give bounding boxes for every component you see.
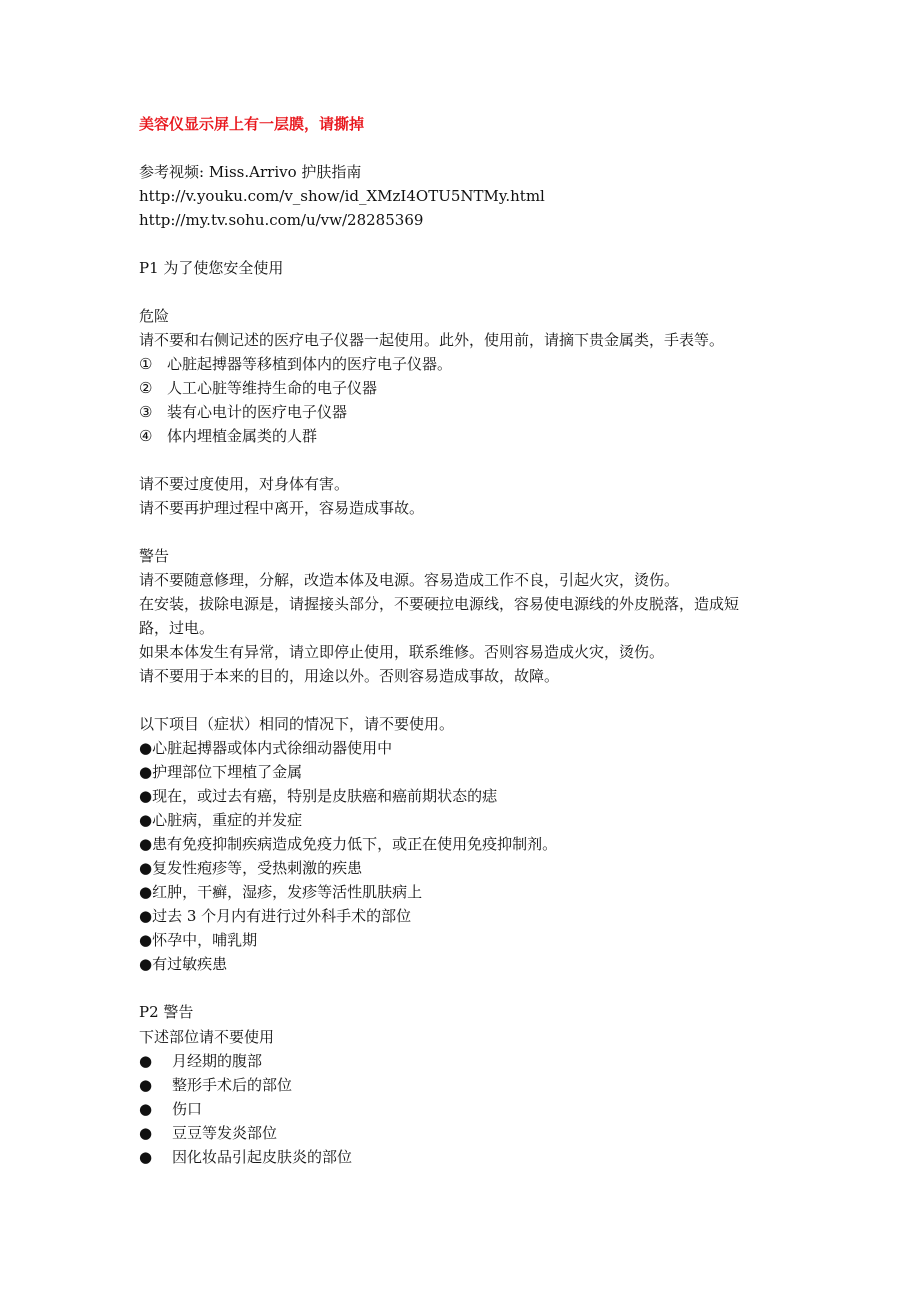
bullet-icon: ● bbox=[139, 1052, 153, 1070]
p2-item-text: 月经期的腹部 bbox=[172, 1052, 263, 1070]
danger-item bbox=[139, 378, 377, 398]
condition-item: ●有过敏疾患 bbox=[139, 955, 228, 973]
youku-link: http://v.youku.com/v_show/id_XMzI4OTU5NTMy.html bbox=[139, 187, 545, 205]
item-number: ② bbox=[139, 379, 153, 397]
warning-line: 在安装，拔除电源是，请握接头部分，不要硬拉电源线，容易使电源线的外皮脱落，造成短 bbox=[139, 595, 740, 613]
item-text: 心脏起搏器等移植到体内的医疗电子仪器。 bbox=[167, 355, 453, 373]
condition-item: ●现在，或过去有癌，特别是皮肤癌和癌前期状态的痣 bbox=[139, 787, 498, 805]
danger-note: 请不要过度使用，对身体有害。 bbox=[139, 475, 350, 493]
condition-item: ●心脏病，重症的并发症 bbox=[139, 811, 303, 829]
danger-item bbox=[139, 426, 317, 446]
bullet-icon: ● bbox=[139, 1076, 153, 1094]
condition-item: ●患有免疫抑制疾病造成免疫力低下，或正在使用免疫抑制剂。 bbox=[139, 835, 558, 853]
conditions-intro: 以下项目（症状）相同的情况下，请不要使用。 bbox=[139, 715, 455, 733]
item-text: 人工心脏等维持生命的电子仪器 bbox=[167, 379, 378, 397]
condition-item: ●复发性疱疹等，受热刺激的疾患 bbox=[139, 859, 363, 877]
p2-item-text: 伤口 bbox=[172, 1100, 203, 1118]
reference-label: 参考视频: Miss.Arrivo 护肤指南 bbox=[139, 163, 362, 181]
p2-item-text: 整形手术后的部位 bbox=[172, 1076, 293, 1094]
item-text: 体内埋植金属类的人群 bbox=[167, 427, 318, 445]
condition-item: ●心脏起搏器或体内式徐细动器使用中 bbox=[139, 739, 393, 757]
p1-heading: P1 为了使您安全使用 bbox=[139, 259, 284, 277]
sohu-link: http://my.tv.sohu.com/u/vw/28285369 bbox=[139, 211, 424, 229]
item-number: ③ bbox=[139, 403, 153, 421]
danger-item bbox=[139, 402, 347, 422]
condition-item: ●红肿，干癣，湿疹，发疹等活性肌肤病上 bbox=[139, 883, 423, 901]
p2-item-text: 因化妆品引起皮肤炎的部位 bbox=[172, 1148, 353, 1166]
p2-item-text: 豆豆等发炎部位 bbox=[172, 1124, 278, 1142]
p2-item bbox=[139, 1123, 277, 1143]
danger-item bbox=[139, 354, 452, 374]
item-number: ④ bbox=[139, 427, 153, 445]
condition-item: ●怀孕中，哺乳期 bbox=[139, 931, 258, 949]
warning-line: 路，过电。 bbox=[139, 619, 215, 637]
item-number: ① bbox=[139, 355, 153, 373]
p2-item bbox=[139, 1075, 292, 1095]
p2-heading: P2 警告 bbox=[139, 1003, 194, 1021]
p2-item bbox=[139, 1099, 202, 1119]
danger-intro: 请不要和右侧记述的医疗电子仪器一起使用。此外，使用前，请摘下贵金属类，手表等。 bbox=[139, 331, 725, 349]
warning-heading: 警告 bbox=[139, 547, 170, 565]
danger-heading: 危险 bbox=[139, 307, 170, 325]
danger-note: 请不要再护理过程中离开，容易造成事故。 bbox=[139, 499, 425, 517]
item-text: 装有心电计的医疗电子仪器 bbox=[167, 403, 348, 421]
bullet-icon: ● bbox=[139, 1148, 153, 1166]
bullet-icon: ● bbox=[139, 1124, 153, 1142]
condition-item: ●过去 3 个月内有进行过外科手术的部位 bbox=[139, 907, 412, 925]
p2-intro: 下述部位请不要使用 bbox=[139, 1028, 275, 1046]
p2-item bbox=[139, 1147, 352, 1167]
warning-line: 请不要用于本来的目的，用途以外。否则容易造成事故，故障。 bbox=[139, 667, 560, 685]
p2-item bbox=[139, 1051, 262, 1071]
warning-line: 请不要随意修理，分解，改造本体及电源。容易造成工作不良，引起火灾，烫伤。 bbox=[139, 571, 680, 589]
condition-item: ●护理部位下埋植了金属 bbox=[139, 763, 303, 781]
document-title: 美容仪显示屏上有一层膜，请撕掉 bbox=[139, 115, 365, 133]
warning-line: 如果本体发生有异常，请立即停止使用，联系维修。否则容易造成火灾，烫伤。 bbox=[139, 643, 665, 661]
bullet-icon: ● bbox=[139, 1100, 153, 1118]
